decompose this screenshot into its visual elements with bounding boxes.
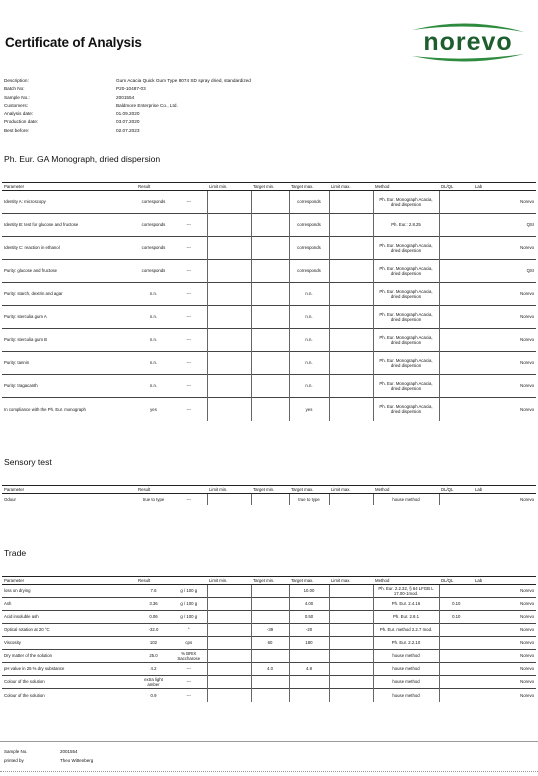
cell-target-min: 60 bbox=[251, 637, 289, 650]
cell-target-min bbox=[251, 306, 289, 329]
column-header-limit-min: Limit min. bbox=[207, 577, 251, 585]
table-row bbox=[2, 676, 536, 689]
table-row bbox=[2, 352, 536, 375]
cell-method: Ph. Eur. Monograph Acacia, dried dispersion bbox=[373, 237, 439, 260]
info-label: Best before: bbox=[4, 127, 30, 133]
cell-dl-ql bbox=[439, 624, 473, 637]
cell-lab: Norevo bbox=[473, 611, 536, 624]
cell-method: Ph. Eur.: 2.8.25 bbox=[373, 214, 439, 237]
cell-parameter: Odour bbox=[2, 494, 136, 505]
info-label: Description: bbox=[4, 78, 29, 83]
info-value: P20-10487-03 bbox=[116, 86, 146, 92]
cell-target-max: 10.00 bbox=[289, 585, 329, 598]
column-header-target-max: Target max. bbox=[289, 486, 329, 494]
page-bottom-rule bbox=[0, 771, 538, 772]
cell-result: corresponds bbox=[136, 214, 171, 237]
trade-table bbox=[2, 576, 536, 702]
table-row bbox=[2, 375, 536, 398]
cell-dl-ql bbox=[439, 663, 473, 676]
info-row-best-before bbox=[4, 127, 334, 135]
cell-unit: --- bbox=[171, 214, 207, 237]
table-row bbox=[2, 329, 536, 352]
cell-result: extra light amber bbox=[136, 676, 171, 689]
cell-target-min: -39 bbox=[251, 624, 289, 637]
cell-target-min bbox=[251, 611, 289, 624]
cell-result: 7.6 bbox=[136, 585, 171, 598]
cell-method: Ph. Eur. Monograph Acacia, dried dispersion bbox=[373, 306, 439, 329]
cell-result: corresponds bbox=[136, 237, 171, 260]
cell-method: house method bbox=[373, 663, 439, 676]
table-row bbox=[2, 237, 536, 260]
table-row bbox=[2, 663, 536, 676]
column-header-unit bbox=[171, 486, 207, 494]
cell-target-min bbox=[251, 398, 289, 421]
logo-wordmark: norevo bbox=[423, 28, 513, 56]
column-header-target-min: Target min. bbox=[251, 577, 289, 585]
cell-result: 25.0 bbox=[136, 650, 171, 663]
cell-method: Ph. Eur. 2.2.10 bbox=[373, 637, 439, 650]
info-label: Batch No: bbox=[4, 86, 25, 92]
cell-method: Ph. Eur. Monograph Acacia, dried dispersion bbox=[373, 329, 439, 352]
cell-result: 0.06 bbox=[136, 611, 171, 624]
info-label: Customers: bbox=[4, 102, 28, 108]
cell-limit-max bbox=[329, 398, 373, 421]
cell-limit-max bbox=[329, 676, 373, 689]
cell-limit-max bbox=[329, 237, 373, 260]
cell-unit: --- bbox=[171, 260, 207, 283]
cell-method: Ph. Eur. method 2.2.7 mod. bbox=[373, 624, 439, 637]
info-row-production-date bbox=[4, 118, 334, 126]
table-header-row bbox=[2, 577, 536, 585]
cell-target-min bbox=[251, 598, 289, 611]
cell-unit: ° bbox=[171, 624, 207, 637]
cell-limit-max bbox=[329, 375, 373, 398]
cell-dl-ql bbox=[439, 191, 473, 214]
column-header-result: Result bbox=[136, 183, 171, 191]
cell-limit-max bbox=[329, 598, 373, 611]
cell-parameter: Identity B: test for glucose and fructose bbox=[2, 214, 136, 237]
cell-limit-min bbox=[207, 650, 251, 663]
column-header-limit-min: Limit min. bbox=[207, 183, 251, 191]
info-label: Production date: bbox=[4, 119, 39, 125]
footer-divider bbox=[0, 741, 538, 742]
cell-limit-max bbox=[329, 663, 373, 676]
cell-limit-max bbox=[329, 260, 373, 283]
cell-dl-ql bbox=[439, 676, 473, 689]
cell-limit-max bbox=[329, 650, 373, 663]
cell-parameter: Purity: tragacanth bbox=[2, 375, 136, 398]
cell-limit-min bbox=[207, 283, 251, 306]
cell-limit-max bbox=[329, 191, 373, 214]
cell-result: corresponds bbox=[136, 260, 171, 283]
cell-result: n.n. bbox=[136, 375, 171, 398]
cell-dl-ql bbox=[439, 260, 473, 283]
cell-target-max: corresponds bbox=[289, 260, 329, 283]
cell-limit-max bbox=[329, 352, 373, 375]
column-header-method: Method bbox=[373, 183, 439, 191]
footer-label: printed by bbox=[4, 758, 24, 763]
footer-row bbox=[4, 756, 304, 765]
cell-dl-ql: 0.10 bbox=[439, 611, 473, 624]
cell-target-max: n.n. bbox=[289, 329, 329, 352]
cell-result: 3.36 bbox=[136, 598, 171, 611]
column-header-lab: Lab bbox=[473, 183, 536, 191]
cell-lab: Norevo bbox=[473, 494, 536, 505]
table-row bbox=[2, 398, 536, 421]
cell-dl-ql bbox=[439, 352, 473, 375]
cell-method: house method bbox=[373, 676, 439, 689]
cell-target-max: 4.8 bbox=[289, 663, 329, 676]
table-row bbox=[2, 214, 536, 237]
cell-method: Ph. Eur. Monograph Acacia, dried dispersion bbox=[373, 398, 439, 421]
info-row-description bbox=[4, 77, 334, 85]
info-row-sample bbox=[4, 94, 334, 102]
cell-target-max: 180 bbox=[289, 637, 329, 650]
cell-lab: Norevo bbox=[473, 585, 536, 598]
cell-parameter: loss on drying bbox=[2, 585, 136, 598]
info-row-analysis-date bbox=[4, 110, 334, 118]
cell-method: Ph. Eur. Monograph Acacia, dried dispersion bbox=[373, 283, 439, 306]
cell-limit-min bbox=[207, 375, 251, 398]
section-title-monograph: Ph. Eur. GA Monograph, dried dispersion bbox=[4, 154, 161, 164]
cell-target-max: corresponds bbox=[289, 214, 329, 237]
cell-parameter: Ash bbox=[2, 598, 136, 611]
column-header-lab: Lab bbox=[473, 577, 536, 585]
cell-lab: Norevo bbox=[473, 306, 536, 329]
cell-target-max: n.n. bbox=[289, 375, 329, 398]
cell-result: 4.2 bbox=[136, 663, 171, 676]
cell-method: Ph. Eur. Monograph Acacia, dried dispersion bbox=[373, 191, 439, 214]
footer-value: 2001554 bbox=[60, 749, 78, 754]
cell-limit-max bbox=[329, 306, 373, 329]
cell-method: house method bbox=[373, 494, 439, 505]
footer-label: Sample No. bbox=[4, 749, 28, 754]
cell-limit-min bbox=[207, 352, 251, 375]
column-header-limit-max: Limit max. bbox=[329, 183, 373, 191]
cell-unit: --- bbox=[171, 663, 207, 676]
column-header-unit bbox=[171, 183, 207, 191]
cell-lab: Norevo bbox=[473, 329, 536, 352]
cell-unit: g / 100 g bbox=[171, 585, 207, 598]
cell-limit-min bbox=[207, 624, 251, 637]
cell-result: yes bbox=[136, 398, 171, 421]
cell-limit-min bbox=[207, 237, 251, 260]
cell-dl-ql bbox=[439, 237, 473, 260]
document-title: Certificate of Analysis bbox=[5, 35, 142, 50]
info-value: Gum Acacia Quick Gum Type 8074 SD spray dried, standardized bbox=[116, 78, 251, 83]
column-header-limit-min: Limit min. bbox=[207, 486, 251, 494]
cell-parameter: Purity: sterculia gum B bbox=[2, 329, 136, 352]
cell-target-max: corresponds bbox=[289, 237, 329, 260]
column-header-target-max: Target max. bbox=[289, 183, 329, 191]
cell-limit-max bbox=[329, 329, 373, 352]
cell-limit-min bbox=[207, 260, 251, 283]
column-header-target-min: Target min. bbox=[251, 183, 289, 191]
cell-unit: g / 100 g bbox=[171, 598, 207, 611]
cell-target-max bbox=[289, 676, 329, 689]
cell-target-min bbox=[251, 191, 289, 214]
cell-lab: QSI bbox=[473, 214, 536, 237]
cell-target-max: true to type bbox=[289, 494, 329, 505]
cell-dl-ql bbox=[439, 585, 473, 598]
cell-lab: Norevo bbox=[473, 191, 536, 214]
cell-result: true to type bbox=[136, 494, 171, 505]
cell-dl-ql bbox=[439, 283, 473, 306]
cell-lab: Norevo bbox=[473, 663, 536, 676]
cell-unit: --- bbox=[171, 306, 207, 329]
product-info bbox=[4, 77, 334, 135]
info-label: Sample No.: bbox=[4, 94, 30, 100]
cell-limit-min bbox=[207, 611, 251, 624]
section-title-sensory: Sensory test bbox=[4, 457, 52, 467]
cell-target-min bbox=[251, 494, 289, 505]
info-value: 02.07.2023 bbox=[116, 127, 140, 133]
column-header-dl-ql: DL/QL bbox=[439, 183, 473, 191]
cell-method: Ph. Eur. 2.4.16 bbox=[373, 598, 439, 611]
cell-limit-min bbox=[207, 191, 251, 214]
cell-unit: g / 100 g bbox=[171, 611, 207, 624]
cell-limit-min bbox=[207, 689, 251, 702]
column-header-lab: Lab bbox=[473, 486, 536, 494]
column-header-dl-ql: DL/QL bbox=[439, 486, 473, 494]
cell-dl-ql: 0.10 bbox=[439, 598, 473, 611]
cell-limit-min bbox=[207, 306, 251, 329]
cell-lab: Norevo bbox=[473, 676, 536, 689]
cell-unit: --- bbox=[171, 283, 207, 306]
cell-result: 0.9 bbox=[136, 689, 171, 702]
cell-lab: Norevo bbox=[473, 398, 536, 421]
cell-parameter: pH value in 25 % dry substance bbox=[2, 663, 136, 676]
cell-dl-ql bbox=[439, 689, 473, 702]
cell-unit: --- bbox=[171, 398, 207, 421]
cell-target-max: 0.50 bbox=[289, 611, 329, 624]
cell-limit-max bbox=[329, 214, 373, 237]
cell-method: Ph. Eur. 2.2.32, § 64 LFGB L 17.00-1mod. bbox=[373, 585, 439, 598]
cell-parameter: In compliance with the Ph. Eur. monograph bbox=[2, 398, 136, 421]
cell-unit: --- bbox=[171, 237, 207, 260]
cell-dl-ql bbox=[439, 650, 473, 663]
cell-target-max: yes bbox=[289, 398, 329, 421]
column-header-parameter: Parameter bbox=[2, 577, 136, 585]
cell-result: corresponds bbox=[136, 191, 171, 214]
table-row bbox=[2, 611, 536, 624]
cell-unit: --- bbox=[171, 191, 207, 214]
column-header-target-max: Target max. bbox=[289, 577, 329, 585]
cell-target-max: corresponds bbox=[289, 191, 329, 214]
info-row-batch bbox=[4, 85, 334, 93]
info-row-customer bbox=[4, 102, 334, 110]
cell-limit-min bbox=[207, 398, 251, 421]
cell-lab: Norevo bbox=[473, 237, 536, 260]
cell-unit: --- bbox=[171, 375, 207, 398]
cell-lab: Norevo bbox=[473, 624, 536, 637]
cell-limit-max bbox=[329, 689, 373, 702]
table-row bbox=[2, 585, 536, 598]
table-row bbox=[2, 260, 536, 283]
cell-limit-max bbox=[329, 585, 373, 598]
sensory-table bbox=[2, 485, 536, 505]
cell-limit-min bbox=[207, 598, 251, 611]
cell-limit-max bbox=[329, 624, 373, 637]
cell-target-min bbox=[251, 585, 289, 598]
cell-limit-min bbox=[207, 637, 251, 650]
info-value: 2001554 bbox=[116, 94, 135, 100]
cell-parameter: Purity: tannin bbox=[2, 352, 136, 375]
cell-parameter: Purity: sterculia gum A bbox=[2, 306, 136, 329]
norevo-logo bbox=[408, 20, 528, 66]
cell-target-min bbox=[251, 650, 289, 663]
cell-target-max: n.n. bbox=[289, 352, 329, 375]
cell-method: Ph. Eur. Monograph Acacia, dried dispersion bbox=[373, 375, 439, 398]
section-title-trade: Trade bbox=[4, 548, 27, 558]
cell-parameter: Colour of the solution bbox=[2, 689, 136, 702]
column-header-result: Result bbox=[136, 486, 171, 494]
cell-limit-max bbox=[329, 637, 373, 650]
column-header-unit bbox=[171, 577, 207, 585]
cell-lab: Norevo bbox=[473, 375, 536, 398]
cell-method: house method bbox=[373, 689, 439, 702]
cell-target-min bbox=[251, 352, 289, 375]
column-header-parameter: Parameter bbox=[2, 486, 136, 494]
cell-limit-min bbox=[207, 676, 251, 689]
cell-parameter: Dry matter of the solution bbox=[2, 650, 136, 663]
footer-value: Theo Wittenberg bbox=[60, 758, 94, 763]
cell-parameter: Identity A: microscopy bbox=[2, 191, 136, 214]
cell-lab: Norevo bbox=[473, 352, 536, 375]
cell-unit: cps bbox=[171, 637, 207, 650]
monograph-table bbox=[2, 182, 536, 421]
cell-unit: --- bbox=[171, 689, 207, 702]
cell-result: -32.0 bbox=[136, 624, 171, 637]
cell-target-min bbox=[251, 375, 289, 398]
cell-lab: Norevo bbox=[473, 598, 536, 611]
cell-target-max: -20 bbox=[289, 624, 329, 637]
cell-target-min bbox=[251, 260, 289, 283]
info-label: Analysis date: bbox=[4, 111, 34, 117]
cell-limit-min bbox=[207, 585, 251, 598]
info-value: 03.07.2020 bbox=[116, 119, 140, 125]
cell-dl-ql bbox=[439, 375, 473, 398]
table-header-row bbox=[2, 486, 536, 494]
cell-unit: --- bbox=[171, 676, 207, 689]
cell-method: Ph. Eur. Monograph Acacia, dried dispersion bbox=[373, 260, 439, 283]
cell-dl-ql bbox=[439, 329, 473, 352]
cell-limit-min bbox=[207, 494, 251, 505]
cell-lab: Norevo bbox=[473, 637, 536, 650]
column-header-target-min: Target min. bbox=[251, 486, 289, 494]
cell-unit: --- bbox=[171, 329, 207, 352]
cell-result: n.n. bbox=[136, 283, 171, 306]
cell-limit-min bbox=[207, 214, 251, 237]
table-row bbox=[2, 650, 536, 663]
cell-target-min: 4.0 bbox=[251, 663, 289, 676]
cell-target-min bbox=[251, 676, 289, 689]
table-row bbox=[2, 637, 536, 650]
table-row bbox=[2, 598, 536, 611]
column-header-limit-max: Limit max. bbox=[329, 486, 373, 494]
cell-target-min bbox=[251, 283, 289, 306]
cell-lab: Norevo bbox=[473, 283, 536, 306]
cell-result: n.n. bbox=[136, 329, 171, 352]
table-header-row bbox=[2, 183, 536, 191]
column-header-result: Result bbox=[136, 577, 171, 585]
cell-parameter: Acid insoluble ash bbox=[2, 611, 136, 624]
footer-row bbox=[4, 747, 304, 756]
cell-parameter: Identity C: reaction in ethanol bbox=[2, 237, 136, 260]
cell-target-max: 4.00 bbox=[289, 598, 329, 611]
cell-limit-max bbox=[329, 494, 373, 505]
table-row bbox=[2, 494, 536, 505]
cell-parameter: Optical rotation at 20 °C bbox=[2, 624, 136, 637]
cell-parameter: Purity: glucose and fructose bbox=[2, 260, 136, 283]
cell-method: Ph. Eur. Monograph Acacia, dried dispersion bbox=[373, 352, 439, 375]
cell-dl-ql bbox=[439, 494, 473, 505]
cell-unit: --- bbox=[171, 494, 207, 505]
cell-target-max: n.n. bbox=[289, 306, 329, 329]
cell-dl-ql bbox=[439, 214, 473, 237]
cell-method: Ph. Eur. 2.8.1 bbox=[373, 611, 439, 624]
info-value: Baldmore Enterprise Co., Ltd. bbox=[116, 102, 178, 108]
table-row bbox=[2, 689, 536, 702]
column-header-dl-ql: DL/QL bbox=[439, 577, 473, 585]
cell-lab: Norevo bbox=[473, 689, 536, 702]
cell-limit-min bbox=[207, 663, 251, 676]
cell-target-min bbox=[251, 689, 289, 702]
cell-limit-max bbox=[329, 611, 373, 624]
cell-method: house method bbox=[373, 650, 439, 663]
column-header-parameter: Parameter bbox=[2, 183, 136, 191]
cell-limit-min bbox=[207, 329, 251, 352]
cell-parameter: Colour of the solution bbox=[2, 676, 136, 689]
column-header-method: Method bbox=[373, 486, 439, 494]
cell-parameter: Purity: starch, dextrin and agar bbox=[2, 283, 136, 306]
cell-lab: Norevo bbox=[473, 650, 536, 663]
info-value: 01.09.2020 bbox=[116, 111, 140, 117]
cell-dl-ql bbox=[439, 306, 473, 329]
column-header-limit-max: Limit max. bbox=[329, 577, 373, 585]
cell-dl-ql bbox=[439, 637, 473, 650]
table-row bbox=[2, 191, 536, 214]
table-row bbox=[2, 306, 536, 329]
cell-dl-ql bbox=[439, 398, 473, 421]
column-header-method: Method bbox=[373, 577, 439, 585]
footer-info bbox=[4, 747, 304, 765]
cell-result: n.n. bbox=[136, 306, 171, 329]
cell-target-max bbox=[289, 650, 329, 663]
cell-unit: % BRIX Saccharose bbox=[171, 650, 207, 663]
table-row bbox=[2, 283, 536, 306]
cell-target-min bbox=[251, 237, 289, 260]
cell-target-min bbox=[251, 214, 289, 237]
cell-target-max bbox=[289, 689, 329, 702]
cell-unit: --- bbox=[171, 352, 207, 375]
cell-parameter: Viscosity bbox=[2, 637, 136, 650]
cell-result: 102 bbox=[136, 637, 171, 650]
cell-result: n.n. bbox=[136, 352, 171, 375]
cell-lab: QSI bbox=[473, 260, 536, 283]
cell-limit-max bbox=[329, 283, 373, 306]
table-row bbox=[2, 624, 536, 637]
cell-target-min bbox=[251, 329, 289, 352]
cell-target-max: n.n. bbox=[289, 283, 329, 306]
